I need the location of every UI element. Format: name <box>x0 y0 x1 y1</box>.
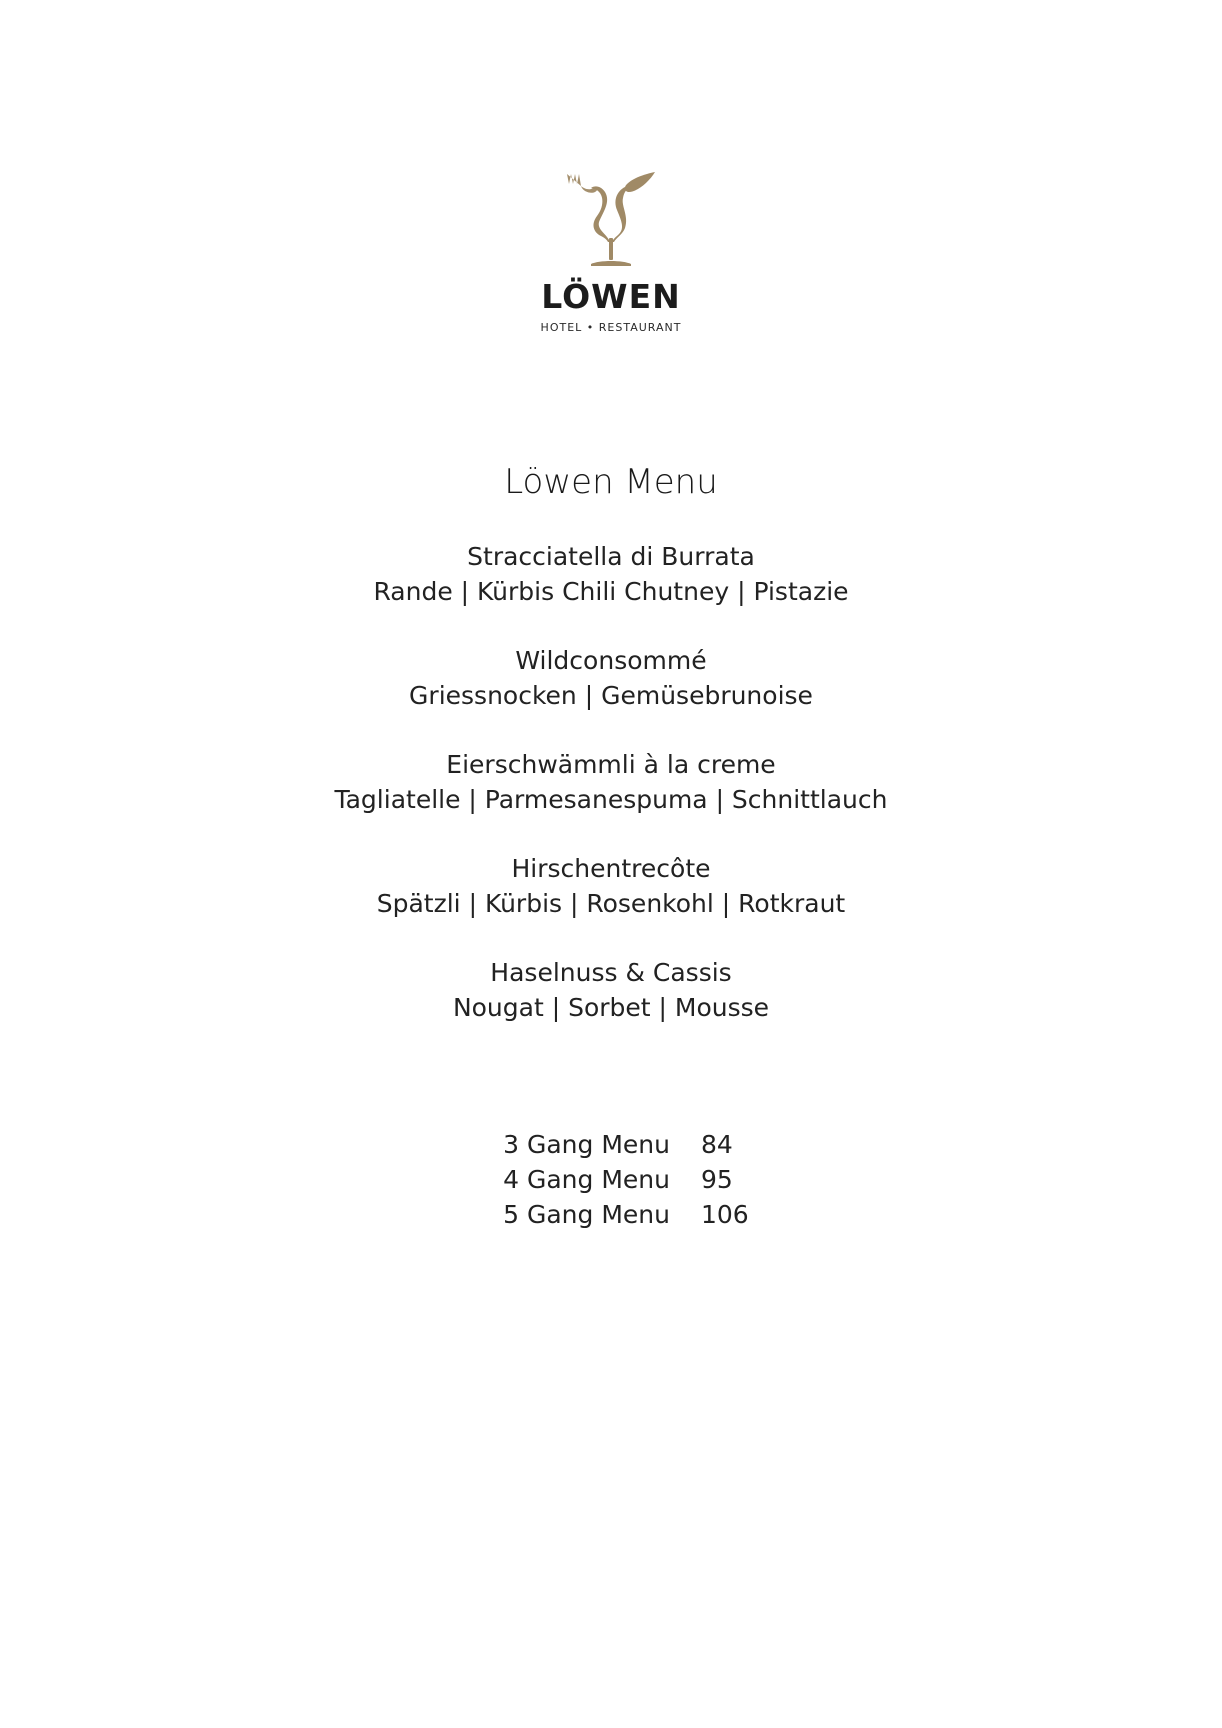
price-row <box>0 1127 1222 1162</box>
price-value: 95 <box>701 1165 733 1194</box>
course-list <box>0 539 1222 1059</box>
course-name: Haselnuss & Cassis <box>490 958 732 987</box>
course-description: Rande | Kürbis Chili Chutney | Pistazie <box>373 577 849 606</box>
brand-subtitle: HOTEL • RESTAURANT <box>540 321 682 334</box>
course-description: Tagliatelle | Parmesanespuma | Schnittlauch <box>334 785 888 814</box>
course-item <box>0 539 1222 643</box>
course-description: Nougat | Sorbet | Mousse <box>452 993 770 1022</box>
menu-title: Löwen Menu <box>504 462 718 502</box>
brand-name: LÖWEN <box>541 277 681 316</box>
price-row <box>0 1197 1222 1232</box>
price-list <box>0 1127 1222 1232</box>
glass-fork-logo-icon <box>561 172 661 270</box>
course-name: Hirschentrecôte <box>511 854 711 883</box>
restaurant-logo <box>0 172 1222 333</box>
course-description: Spätzli | Kürbis | Rosenkohl | Rotkraut <box>376 889 846 918</box>
course-item <box>0 851 1222 955</box>
course-description: Griessnocken | Gemüsebrunoise <box>409 681 813 710</box>
course-item <box>0 955 1222 1059</box>
price-label: 4 Gang Menu <box>503 1165 670 1194</box>
price-value: 84 <box>701 1130 733 1159</box>
price-label: 3 Gang Menu <box>503 1130 670 1159</box>
course-name: Wildconsommé <box>515 646 707 675</box>
course-item <box>0 643 1222 747</box>
price-value: 106 <box>701 1200 749 1229</box>
course-item <box>0 747 1222 851</box>
price-label: 5 Gang Menu <box>503 1200 670 1229</box>
course-name: Stracciatella di Burrata <box>467 542 755 571</box>
course-name: Eierschwämmli à la creme <box>446 750 776 779</box>
price-row <box>0 1162 1222 1197</box>
